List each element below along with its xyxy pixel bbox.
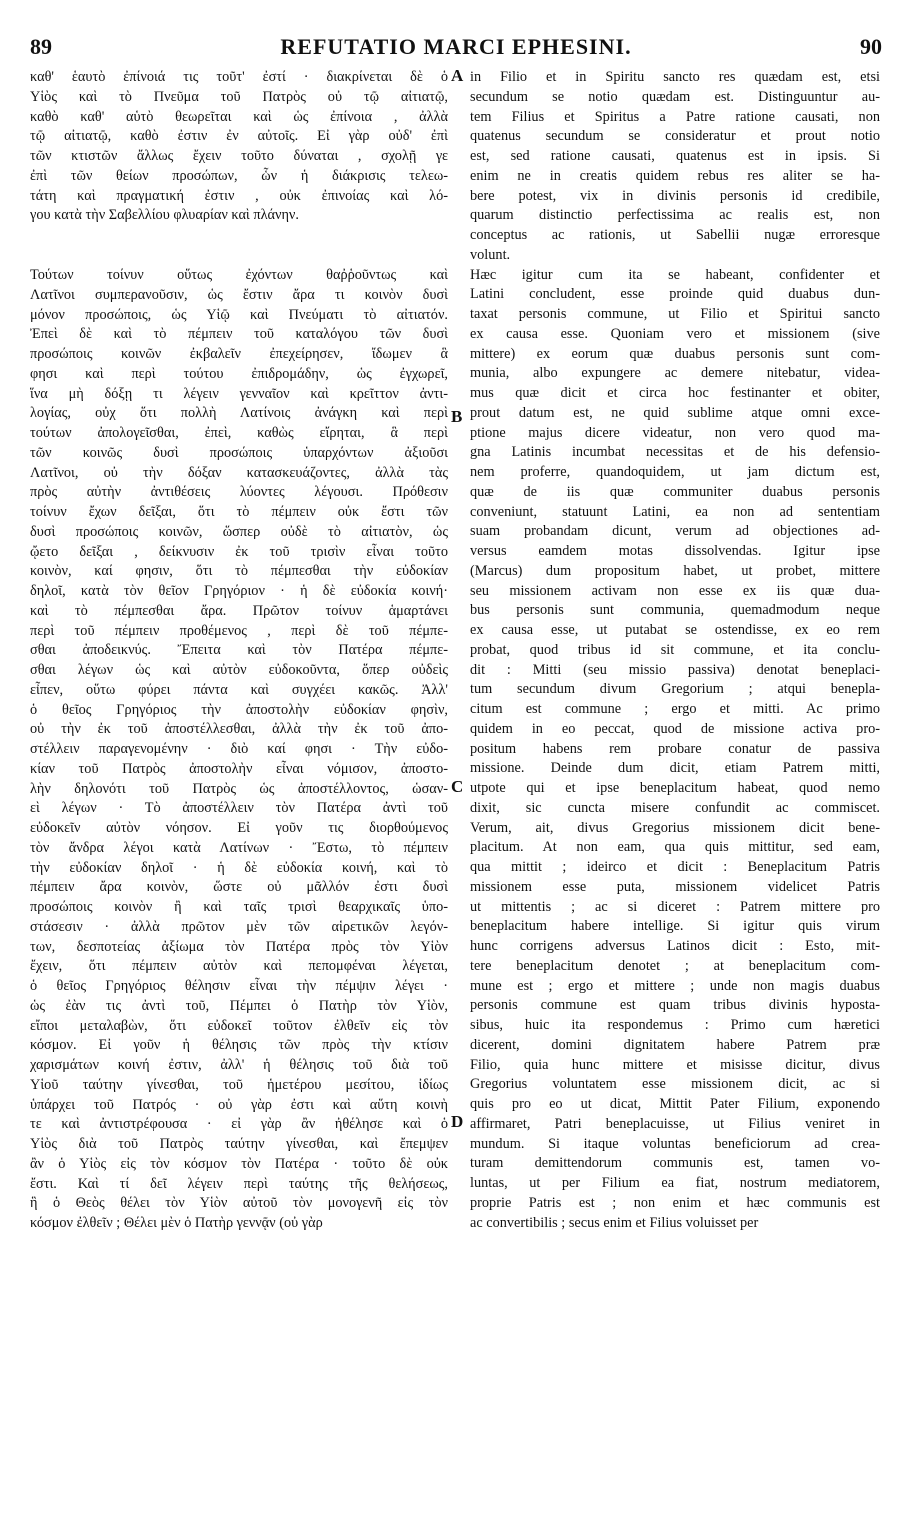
text-line: mundum. Si itaque voluntas beneficiorum ad crea- xyxy=(470,1135,880,1152)
text-line: τούτων ἀπολογεῖσθαι, ἐπεὶ, καθὼς εἴρηται, ἃ περὶ xyxy=(30,425,448,441)
text-line: σθαι ἀποδεικνύς. Ἔπειτα καὶ τὸν Πατέρα πέμπε- xyxy=(30,642,448,659)
text-line: ἵνα μὴ δόξῃ τι λέγειν γενναῖον καὶ κρεῖττον ἀντι- xyxy=(30,385,448,402)
page-number-left: 89 xyxy=(30,34,52,59)
text-line: ὑπάρχει τοῦ Πατρός · οὐ γὰρ ἐστι καὶ αὕτη κοινὴ xyxy=(30,1096,448,1113)
text-line: χαρισμάτων κοινή ἐστιν, ἀλλ' ἡ θέλησις τοῦ διὰ τοῦ xyxy=(30,1057,448,1073)
text-line: ut mittentis ; ac si diceret : Patrem mittere pro xyxy=(470,898,880,915)
text-line: Hæc igitur cum ita se habeant, confidenter et xyxy=(470,266,880,283)
text-line: τε καὶ ἀντιστρέφουσα · εἰ γὰρ ἂν ἠθέλησε καὶ ὁ xyxy=(30,1116,448,1133)
page-header xyxy=(30,34,882,64)
margin-marker-c: C xyxy=(451,777,464,796)
text-line: προσώποις κοινῶν ἐκβαλεῖν ἐπεχείρησεν, ἴδωμεν ἃ xyxy=(30,346,448,362)
running-title: REFUTATIO MARCI EPHESINI. xyxy=(280,34,632,59)
text-line: κοινὸν, καί φησιν, ὅτι τὸ πέμπεσθαι τὴν εὐδοκίαν xyxy=(30,563,448,580)
text-line: seu missionem activam non esse ex iis quæ dua- xyxy=(470,582,880,599)
text-line: λὴν δηλονότι τοῦ Πατρὸς ὡς ἀποστέλλοντος, ὡσαν- xyxy=(30,780,448,797)
text-line: tem Filius et Spiritus a Patre ratione causati, non xyxy=(470,108,880,125)
text-line: quis pro eo ut dicat, Mittit Pater Filium, exponendo xyxy=(470,1096,880,1112)
text-line: versus eamdem motas dissolvendas. Igitur ipse xyxy=(470,543,880,559)
text-line: proprie Patris est ; non enim et hæc communis est xyxy=(470,1194,880,1211)
margin-marker-b: B xyxy=(451,407,463,426)
text-line: Latini concludent, esse proinde quid duabus dun- xyxy=(470,286,880,303)
text-line: Τούτων τοίνυν οὕτως ἐχόντων θαῤῥοῦντως καὶ xyxy=(30,267,448,283)
text-line: τοίνυν ἔχων δεῖξαι, ὅτι τὸ πέμπειν οὐκ ἔστι τῶν xyxy=(30,504,448,520)
text-line: nem proferre, quandoquidem, ut jam dictum est, xyxy=(470,464,880,480)
text-line: Verum, ait, divus Gregorius missionem dicit bene- xyxy=(470,819,880,836)
text-line: ὡς ἐὰν τις ἀντὶ τοῦ, Πέμπει ὁ Πατὴρ τὸν Υἱὸν, xyxy=(30,997,448,1014)
text-line: Υἱὸς καὶ τὸ Πνεῦμα τοῦ Πατρὸς οὐ τῷ αἰτιατῷ, xyxy=(30,88,448,105)
text-line: τάτη καὶ πραγματική ἐστιν , οὐκ ἐπινοίας καὶ λό- xyxy=(30,187,448,204)
text-line: quidem in eo peccat, quod de missione activa pro- xyxy=(470,720,880,737)
margin-marker-a: A xyxy=(451,66,464,85)
text-line: secundum se notio quædam est. Distinguuntur au- xyxy=(470,88,880,105)
text-line: μόνον προσώποις, ὡς Υἱῷ καὶ Πνεύματι τὸ αἰτιατόν. xyxy=(30,306,448,323)
text-line: mittere) ex eorum quæ duabus personis sunt com- xyxy=(470,345,880,362)
text-line: taxat personis commune, ut Filio et Spiritui sancto xyxy=(470,306,880,322)
text-line: καὶ τὸ πέμπεσθαι ἄρα. Πρῶτον τοίνυν ἁμαρτάνει xyxy=(30,602,448,619)
text-line: ac convertibilis ; secus enim et Filius voluisset per xyxy=(470,1214,759,1231)
text-line: κόσμον ἐλθεῖν ; Θέλει μὲν ὁ Πατὴρ γεννᾷν (οὐ γὰρ xyxy=(30,1215,323,1231)
text-line: γου κατὰ τὴν Σαβελλίου φλυαρίαν καὶ πλάνην. xyxy=(30,207,299,224)
text-line: personis commune est quam tribus divinis hyposta- xyxy=(470,997,880,1014)
text-line: citum est commune ; ergo et mitti. Ac primo xyxy=(470,701,880,717)
text-line: utpote qui et ipse beneplacitum habeat, quod nemo xyxy=(470,780,880,796)
text-line: εἴποι μεταλαβὼν, ὅτι εὐδοκεῖ τοῦτον ἐλθεῖν εἰς τὸν xyxy=(30,1017,448,1034)
text-line: probat, quod tribus id sit commune, et ita conclu- xyxy=(470,641,880,658)
text-line: luntas, ut per Filium ea fiat, nostrum mediatorem, xyxy=(470,1175,880,1191)
text-line: quæ de iis quæ communiter duabus personis xyxy=(470,483,880,500)
text-line: λογίας, οὐχ ὅτι πολλὴ Λατίνοις ἀνάγκη καὶ περὶ xyxy=(30,405,448,422)
text-line: ἐπὶ τῶν θείων προσώπων, ὧν ἡ διάκρισις τελεω- xyxy=(30,167,448,184)
text-line: Λατῖνοι, οὐ τὴν δόξαν κατασκευάζοντες, ἀλλὰ τὰς xyxy=(30,464,448,481)
text-line: Υἱοῦ ταύτην γίνεσθαι, τοῦ ἡμετέρου μεσίτου, ἰδίως xyxy=(30,1076,448,1093)
text-line: dicerent, domini dignitatem habere Patrem præ xyxy=(470,1036,880,1053)
text-line: ex causa esse. Quoniam vero et missionem (sive xyxy=(470,325,880,342)
text-line: καθὸ καθ' αὑτὸ θεωρεῖται καὶ ὡς ἐπίνοια , ἀλλὰ xyxy=(30,108,448,125)
text-line: gna Latinis incumbat necessitas et de his defensio- xyxy=(470,444,880,461)
text-line: Gregorius voluntatem esse missionem dicit, ac si xyxy=(470,1076,880,1093)
text-line: δηλοῖ, κατὰ τὸν θεῖον Γρηγόριον · ἡ δὲ εὐδοκία κοινή· xyxy=(30,583,448,599)
latin-paragraph-1 xyxy=(470,68,880,266)
text-line: ἔχειν, ὅτι πέμπειν αὐτὸν καὶ πεπομφέναι λέγεται, xyxy=(30,958,448,975)
text-line: Filio, quia hunc mittere et misisse dicitur, divus xyxy=(470,1056,880,1073)
text-line: sibus, huic ita respondemus : Primo cum hæretici xyxy=(470,1017,880,1033)
text-line: qua mittit ; ideirco et dicit : Beneplacitum Patris xyxy=(470,859,880,875)
text-line: εὶ λέγων · Τὸ ἀποστέλλειν τὸν Πατέρα ἀντὶ τοῦ xyxy=(30,800,448,817)
text-line: positum habens rem probare conatur de passiva xyxy=(470,740,880,757)
text-line: ex causa esse, ut putabat se ostendisse, ex eo rem xyxy=(470,622,880,638)
text-line: πρὸς αὐτὴν ἀντιθέσεις λύοντες λέγουσι. Πρόθεσιν xyxy=(30,484,448,501)
text-line: conceptus ac rationis, ut Sabellii nugæ erroresque xyxy=(470,227,880,243)
greek-paragraph-2 xyxy=(30,266,448,1234)
text-line: ptione majus dicere videatur, non vero quod ma- xyxy=(470,424,880,441)
text-line: enim ne in creatis quidem rebus res aliter se ha- xyxy=(470,167,880,184)
greek-column xyxy=(30,68,448,1234)
text-line: quatenus secundum se consideratur et prout notio xyxy=(470,128,880,145)
text-line: Λατῖνοι συμπερανοῦσιν, ὡς ἔστιν ἄρα τι κοινὸν δυσὶ xyxy=(30,286,448,303)
text-line: τῶν κοινῶς δυσὶ προσώποις ὑπαρχόντων ἀξιοῦσι xyxy=(30,444,448,461)
text-line: placitum. At non eam, qua quis mittitur, sed eam, xyxy=(470,839,880,856)
text-line: beneplacitum habere intellige. Si igitur quis virum xyxy=(470,918,880,935)
text-line: in Filio et in Spiritu sancto res quædam est, etsi xyxy=(470,69,880,85)
text-line: τῶν κτιστῶν ἄλλως ἔχειν τοῦτο δύναται , σχολῇ γε xyxy=(30,148,448,164)
text-line: ὁ θεῖος Γρηγόριος θέλησιν εἶναι τὴν πέμψιν λέγει · xyxy=(30,978,448,994)
greek-paragraph-1 xyxy=(30,68,448,226)
text-line: volunt. xyxy=(470,246,511,263)
text-line: τῷ αἰτιατῷ, καθὸ ἐστιν ἐν αὐτοῖς. Εἰ γὰρ οὐδ' ἐπὶ xyxy=(30,128,448,145)
text-line: conveniunt, statuunt Latini, ea non ad sententiam xyxy=(470,503,880,520)
text-line: turam demittendorum communis est, tamen vo- xyxy=(470,1155,880,1172)
text-line: tum secundum divum Gregorium ; atqui benepla- xyxy=(470,681,880,698)
text-line: mune est ; ergo et mittere ; unde non magis duabus xyxy=(470,977,880,994)
text-line: (Marcus) dum propositum habet, ut probet, mittere xyxy=(470,562,880,579)
text-line: affirmaret, Patri beneplacuisse, ut Filius veniret in xyxy=(470,1115,880,1132)
text-line: κόσμον. Εἰ γοῦν ἡ θέλησις τῶν πρὸς τὴν κτίσιν xyxy=(30,1037,448,1054)
text-line: munia, albo expungere ac demere nitebatur, videa- xyxy=(470,365,880,382)
text-line: dixit, sic cuncta misere confundit ac commiscet. xyxy=(470,799,880,816)
text-line: missionem esse puta, missionem videlicet Patris xyxy=(470,878,880,895)
text-line: οὐ τὴν ἐκ τοῦ ἀποστέλλεσθαι, ἀλλὰ τὴν ἐκ τοῦ ἀπο- xyxy=(30,721,448,738)
text-line: ἔστι. Καὶ τί δεῖ λέγειν περὶ ταύτης τῆς θελήσεως, xyxy=(30,1175,448,1192)
text-line: καθ' ἑαυτὸ ἐπίνοιά τις τοῦτ' ἐστί · διακρίνεται δὲ ὁ xyxy=(30,69,448,85)
text-line: των, δεσποτείας ἀξίωμα τὸν Πατέρα πρὸς τὸν Υἱὸν xyxy=(30,938,448,955)
text-line: κίαν τοῦ Πατρὸς ἀποστολὴν εἶναι νόμισον, ἀποστο- xyxy=(30,760,448,777)
text-line: prout datum est, ne quid sublime atque omni exce- xyxy=(470,404,880,421)
text-line: στάσεσιν · ἀλλὰ πρῶτον μὲν τῶν αἱρετικῶν λεγόν- xyxy=(30,918,448,935)
text-line: σθαι λέγων ὡς καὶ αὐτὸν εὐδοκοῦντα, ὅπερ οὐδεὶς xyxy=(30,662,448,678)
text-line: προσώποις κοινὸν ἢ καὶ ταῖς τρισὶ θεαρχικαῖς ὑπο- xyxy=(30,899,448,915)
text-line: τὸν ἄνδρα λέγοι κατὰ Λατίνων · Ἔστω, τὸ πέμπειν xyxy=(30,839,448,856)
text-line: εἶπεν, οὕτω φύρει πάντα καὶ συγχέει κακῶς. Ἀλλ' xyxy=(30,681,448,698)
text-line: δυσὶ προσώποις κοινῶν, ὥσπερ οὐδὲ τὸ αἰτιατὸν, ὡς xyxy=(30,523,448,540)
text-line: bere potest, vix in divinis personis id credibile, xyxy=(470,187,880,204)
margin-marker-d: D xyxy=(451,1112,464,1131)
text-line: περὶ τοῦ πέμπειν προθέμενος , περὶ δὲ τοῦ πέμπε- xyxy=(30,622,448,639)
text-line: Ἐπεὶ δὲ καὶ τὸ πέμπειν τοῦ καταλόγου τῶν δυσὶ xyxy=(30,326,448,343)
text-line: Υἱὸς διὰ τοῦ Πατρὸς ταύτην γίνεσθαι, καὶ ἔπεμψεν xyxy=(30,1136,448,1152)
text-line: mus quæ dicit et circa hoc festinanter et obiter, xyxy=(470,385,880,401)
page-number-right: 90 xyxy=(860,34,882,59)
text-line: ἂν ὁ Υἱὸς εἰς τὸν κόσμον τὸν Πατέρα · τοῦτο δὲ οὐκ xyxy=(30,1155,448,1172)
latin-paragraph-2 xyxy=(470,266,880,1234)
text-line: φησι καὶ περὶ τούτου ἐπιδρομάδην, ὡς ἐγχωρεῖ, xyxy=(30,365,448,382)
text-line: ὁ θεῖος Γρηγόριος τὴν ἀποστολὴν εὐδοκίαν φησὶν, xyxy=(30,701,448,718)
text-line: dit : Mitti (seu missio passiva) denotat beneplaci- xyxy=(470,661,880,678)
text-line: quarum distinctio perfectissima ac realis est, non xyxy=(470,207,880,224)
latin-column xyxy=(470,68,880,1233)
text-line: bus personis sunt communia, quemadmodum neque xyxy=(470,602,880,619)
text-line: ἣ ὁ Θεὸς θέλει τὸν Υἱὸν αὐτοῦ τὸν μονογενῆ εἰς τὸν xyxy=(30,1195,448,1212)
text-line: τὴν εὐδοκίαν δηλοῖ · ἡ δὲ εὐδοκία κοινή, καὶ τὸ xyxy=(30,859,448,876)
text-line: tere beneplacitum denotet ; at beneplacitum com- xyxy=(470,957,880,974)
text-line: missione. Deinde dum dicit, etiam Patrem mitti, xyxy=(470,760,880,777)
text-line: στέλλειν παραγενομένην · διὸ καί φησι · Τὴν εὐδο- xyxy=(30,741,448,757)
text-line: suam probandam dicunt, verum ad objectiones ad- xyxy=(470,523,880,540)
text-line: ᾤετο δεῖξαι , δείκνυσιν ἐκ τοῦ τρισὶν εἶναι τοῦτο xyxy=(30,543,448,560)
text-line: est, sed ratione causati, quatenus est in ipsis. Si xyxy=(470,148,880,164)
paragraph-gap xyxy=(30,226,448,266)
text-line: εὐδοκεῖν αὐτὸν νόησον. Εἰ γοῦν τις διορθούμενος xyxy=(30,820,448,836)
text-line: hunc corrigens adversus Latinos dicit : Esto, mit- xyxy=(470,938,880,954)
text-line: πέμπειν ἄρα κοινὸν, ὥστε οὐ μᾶλλόν ἐστι δυσὶ xyxy=(30,879,448,896)
